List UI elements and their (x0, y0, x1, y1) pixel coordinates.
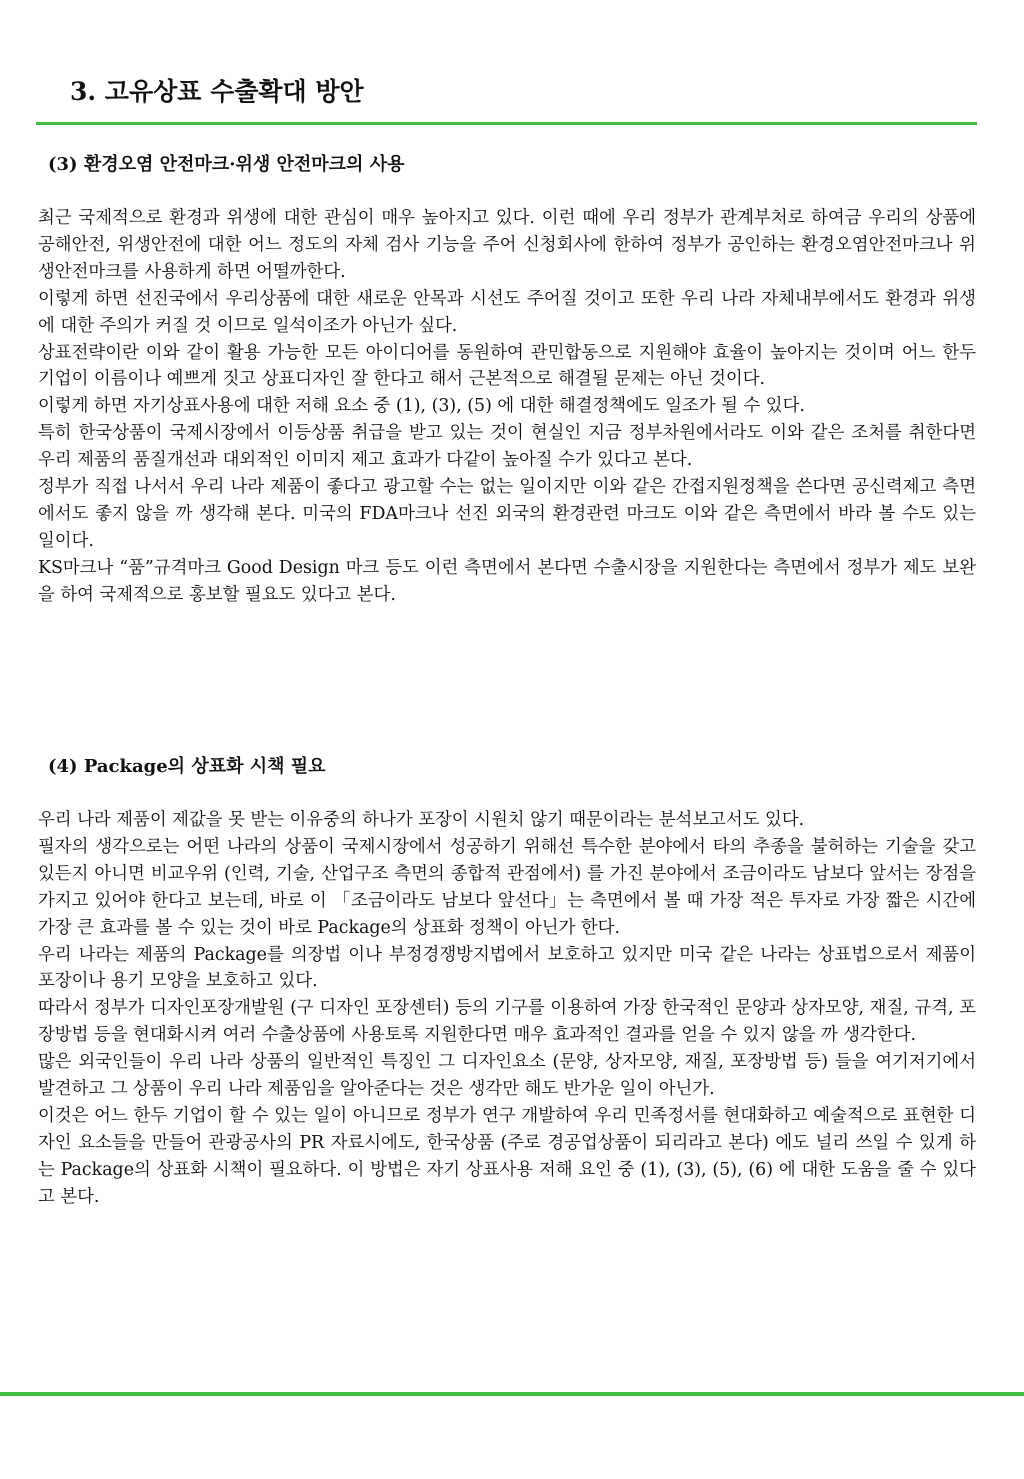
paragraph: 상표전략이란 이와 같이 활용 가능한 모든 아이디어를 동원하여 관민합동으로 지원해야 효율이 높아지는 것이며 어느 한두 기업이 이름이나 예쁘게 짓고 상표디자인 잘 한다고 해서 근본적으로 해결될 문제는 아닌 것이다. (38, 342, 976, 390)
paragraph: 우리 나라 제품이 제값을 못 받는 이유중의 하나가 포장이 시원치 않기 때문이라는 분석보고서도 있다. (38, 810, 805, 830)
paragraph: 따라서 정부가 디자인포장개발원 (구 디자인 포장센터) 등의 기구를 이용하여 가장 한국적인 문양과 상자모양, 재질, 규격, 포장방법 등을 현대화시켜 여러 수출상품에 사용토록 지원한다면 매우 효과적인 결과를 얻을 수 있지 않을 까 생각한다. (38, 998, 976, 1046)
paragraph: 우리 나라는 제품의 Package를 의장법 이나 부정경쟁방지법에서 보호하고 있지만 미국 같은 나라는 상표법으로서 제품이 포장이나 용기 모양을 보호하고 있다. (38, 944, 976, 992)
paragraph: 특히 한국상품이 국제시장에서 이등상품 취급을 받고 있는 것이 현실인 지금 정부차원에서라도 이와 같은 조처를 취한다면 우리 제품의 품질개선과 대외적인 이미지 제고 효과가 다같이 높아질 수가 있다고 본다. (38, 423, 976, 471)
paragraph: KS마크나 “품”규격마크 Good Design 마크 등도 이런 측면에서 본다면 수출시장을 지원한다는 측면에서 정부가 제도 보완을 하여 국제적으로 홍보할 필요도 있다고 본다. (38, 557, 976, 605)
footer-divider (0, 1392, 1024, 1396)
paragraph: 필자의 생각으로는 어떤 나라의 상품이 국제시장에서 성공하기 위해선 특수한 분야에서 타의 추종을 불허하는 기술을 갖고 있든지 아니면 비교우위 (인력, 기술, 산업구조 측면의 종합적 관점에서) 를 가진 분야에서 조금이라도 남보다 앞서는 장점을 가지고 있어야 한다고 보는데, 바로 이 「조금이라도 남보다 앞선다」는 측면에서 볼 때 가장 적은 투자로 가장 짧은 시간에 가장 큰 효과를 볼 수 있는 것이 바로 Package의 상표화 정책이 아닌가 한다. (38, 836, 976, 938)
section-heading-4: (4) Package의 상표화 시책 필요 (48, 756, 326, 777)
paragraph: 정부가 직접 나서서 우리 나라 제품이 좋다고 광고할 수는 없는 일이지만 이와 같은 간접지원정책을 쓴다면 공신력제고 측면에서도 좋지 않을 까 생각해 본다. 미국의 FDA마크나 선진 외국의 환경관련 마크도 이와 같은 측면에서 바라 볼 수도 있는 일이다. (38, 477, 976, 551)
section-4-body (38, 807, 976, 1211)
paragraph: 이것은 어느 한두 기업이 할 수 있는 일이 아니므로 정부가 연구 개발하여 우리 민족정서를 현대화하고 예술적으로 표현한 디자인 요소들을 만들어 관광공사의 PR 자료시에도, 한국상품 (주로 경공업상품이 되리라고 본다) 에도 널리 쓰일 수 있게 하는 Package의 상표화 시책이 필요하다. 이 방법은 자기 상표사용 저해 요인 중 (1), (3), (5), (6) 에 대한 도움을 줄 수 있다고 본다. (38, 1105, 976, 1207)
title-divider (36, 122, 977, 125)
paragraph: 이렇게 하면 자기상표사용에 대한 저해 요소 중 (1), (3), (5) 에 대한 해결정책에도 일조가 될 수 있다. (38, 396, 805, 417)
paragraph: 많은 외국인들이 우리 나라 상품의 일반적인 특징인 그 디자인요소 (문양, 상자모양, 재질, 포장방법 등) 들을 여기저기에서 발견하고 그 상품이 우리 나라 제품임을 알아준다는 것은 생각만 해도 반가운 일이 아닌가. (38, 1052, 976, 1100)
section-heading-3: (3) 환경오염 안전마크·위생 안전마크의 사용 (48, 154, 405, 175)
page-title: 3. 고유상표 수출확대 방안 (70, 77, 364, 106)
paragraph: 최근 국제적으로 환경과 위생에 대한 관심이 매우 높아지고 있다. 이런 때에 우리 정부가 관계부처로 하여금 우리의 상품에 공해안전, 위생안전에 대한 어느 정도의 자체 검사 기능을 주어 신청회사에 한하여 정부가 공인하는 환경오염안전마크나 위생안전마크를 사용하게 하면 어떨까한다. (38, 208, 976, 282)
section-3-body (38, 205, 976, 609)
paragraph: 이렇게 하면 선진국에서 우리상품에 대한 새로운 안목과 시선도 주어질 것이고 또한 우리 나라 자체내부에서도 환경과 위생에 대한 주의가 커질 것 이므로 일석이조가 아닌가 싶다. (38, 288, 976, 336)
